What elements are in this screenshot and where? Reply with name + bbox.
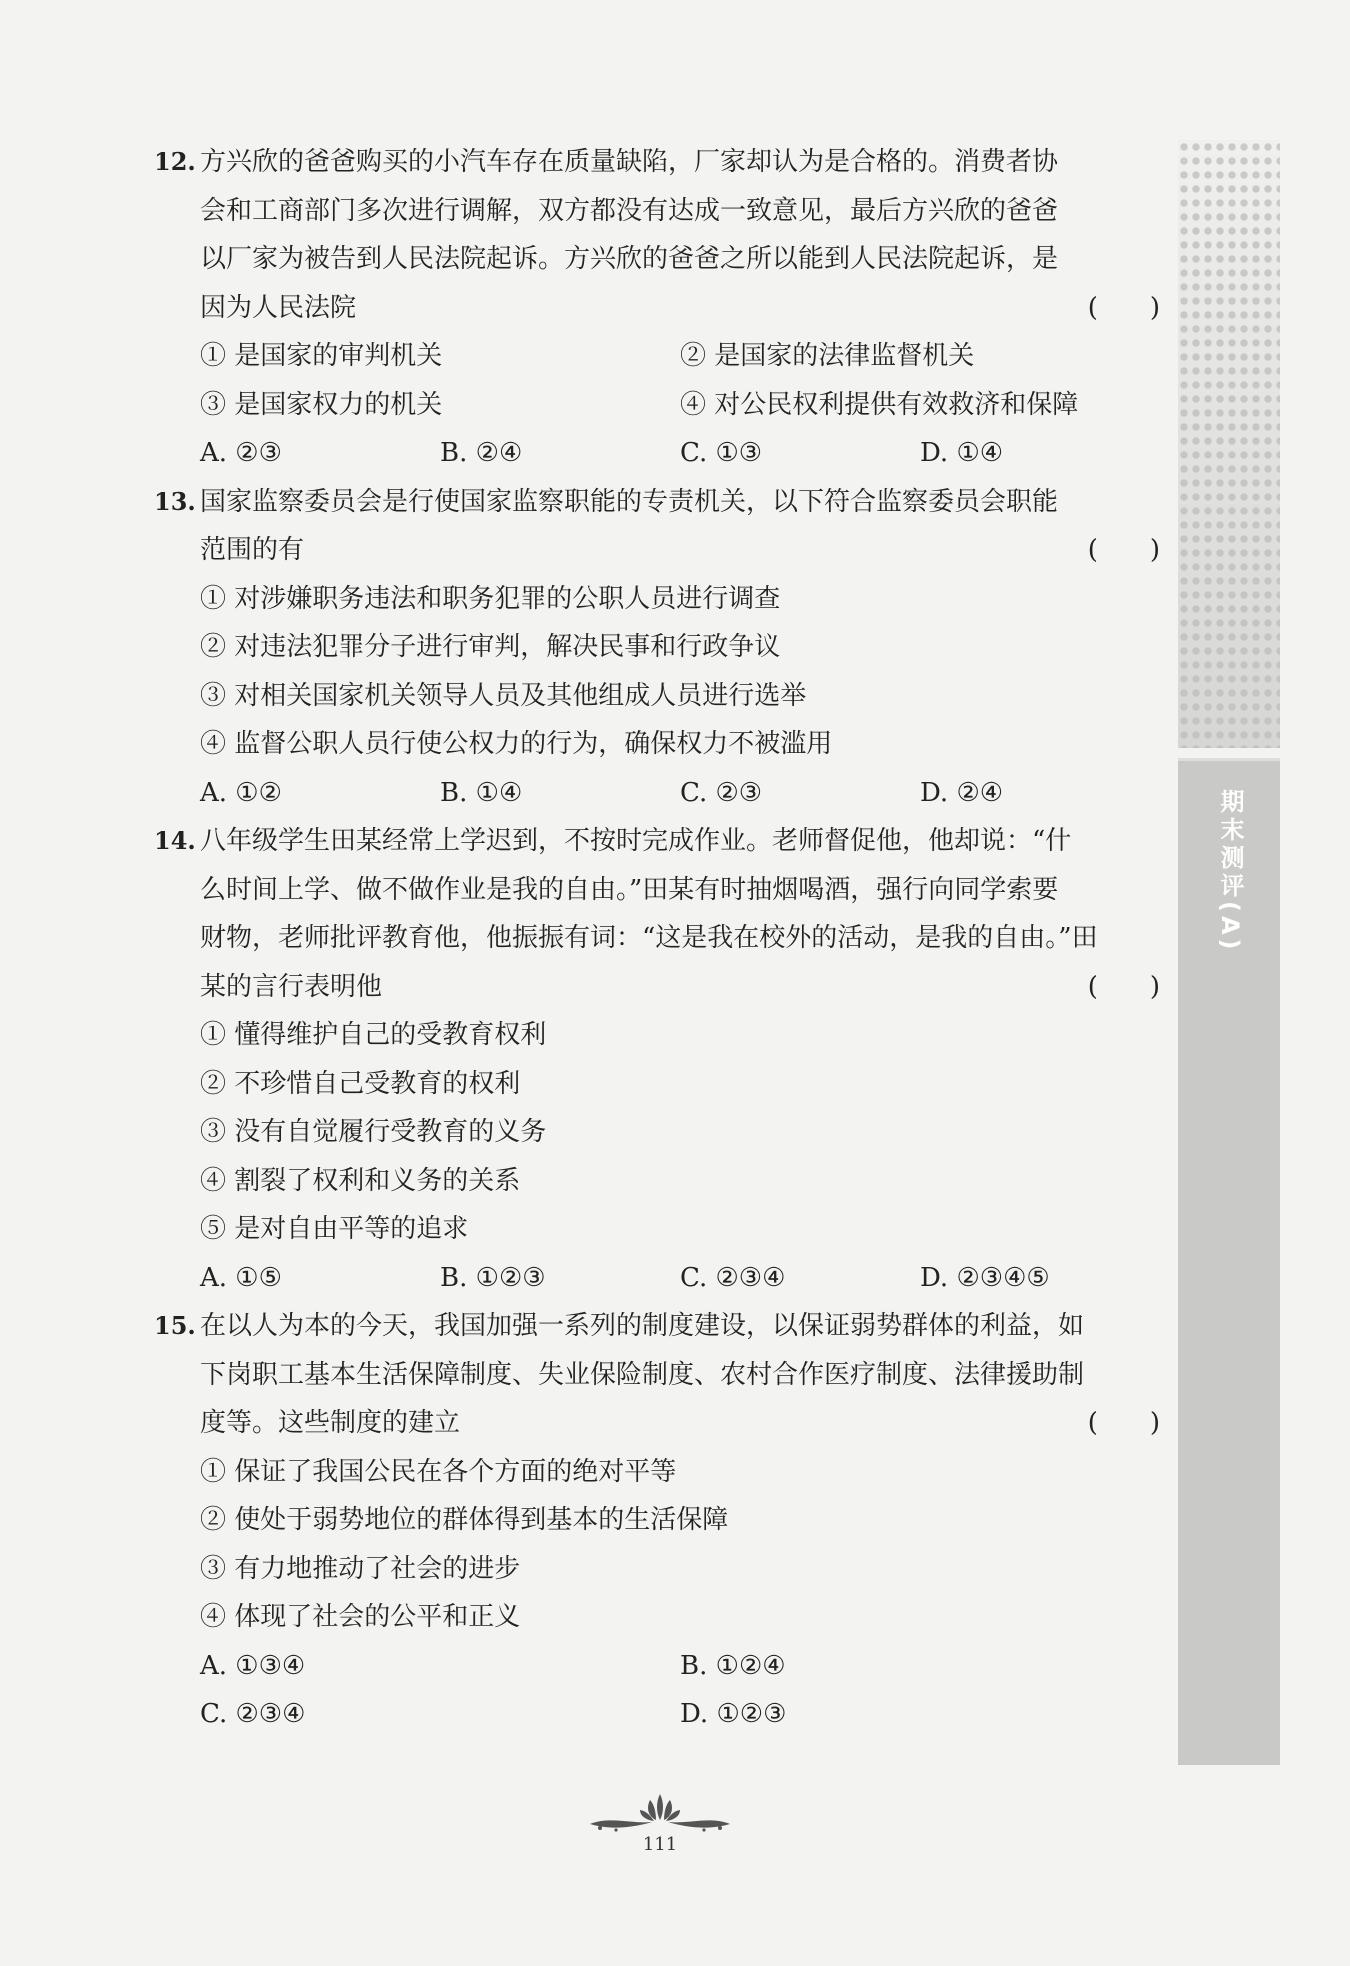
statement-option: ③ 对相关国家机关领导人员及其他组成人员进行选举: [200, 680, 807, 711]
choice-d: D. ①④: [920, 438, 1004, 468]
statement-option: ② 不珍惜自己受教育的权利: [200, 1068, 521, 1099]
choice-d: D. ②③④⑤: [920, 1262, 1050, 1293]
choice-b: B. ①②③: [440, 1262, 546, 1293]
question-15: [154, 1302, 1160, 1739]
choice-c: C. ②③④: [200, 1699, 306, 1729]
answer-choices: [200, 429, 1160, 478]
choice-a: A. ①③④: [200, 1650, 306, 1681]
statement-option: ③ 有力地推动了社会的进步: [200, 1553, 521, 1584]
statement-option: ④ 割裂了权利和义务的关系: [200, 1165, 521, 1196]
question-number: 14.: [154, 826, 196, 855]
choice-a: A. ①⑤: [200, 1262, 282, 1293]
choice-b: B. ①④: [440, 777, 523, 808]
question-stem-line: 么时间上学、做不做作业是我的自由。”田某有时抽烟喝酒，强行向同学索要: [200, 874, 1059, 905]
question-13: [154, 478, 1160, 818]
statement-option: ④ 对公民权利提供有效救济和保障: [680, 389, 1079, 420]
choice-d: D. ②④: [920, 777, 1004, 808]
question-stem-line: 因为人民法院: [200, 292, 357, 323]
statement-option: ③ 没有自觉履行受教育的义务: [200, 1117, 547, 1147]
statement-option: ① 是国家的审判机关: [200, 341, 443, 371]
question-number: 13.: [154, 486, 196, 516]
question-12: [154, 138, 1160, 478]
answer-parentheses: ( ): [1087, 292, 1160, 323]
statement-option: ① 懂得维护自己的受教育权利: [200, 1020, 547, 1050]
question-stem-line: 会和工商部门多次进行调解，双方都没有达成一致意见，最后方兴欣的爸爸: [200, 195, 1059, 226]
question-stem-line: 方兴欣的爸爸购买的小汽车存在质量缺陷，厂家却认为是合格的。消费者协: [200, 147, 1059, 177]
question-stem-line: 某的言行表明他: [200, 971, 383, 1002]
question-stem-line: 财物，老师批评教育他，他振振有词：“这是我在校外的活动，是我的自由。”田: [200, 923, 1098, 953]
choice-c: C. ②③: [680, 777, 763, 808]
choice-a: A. ①②: [200, 777, 282, 808]
leaf-ornament-icon: [580, 1790, 740, 1834]
section-side-tab: [1178, 140, 1280, 1762]
question-stem-line: 在以人为本的今天，我国加强一系列的制度建设，以保证弱势群体的利益，如: [200, 1311, 1085, 1341]
answer-parentheses: ( ): [1087, 1408, 1160, 1438]
question-number: 12.: [154, 147, 196, 176]
question-stem-line: 国家监察委员会是行使国家监察职能的专责机关，以下符合监察委员会职能: [200, 486, 1059, 517]
statement-option: ② 使处于弱势地位的群体得到基本的生活保障: [200, 1505, 729, 1535]
answer-choices: [200, 769, 1160, 818]
question-14: [154, 817, 1160, 1302]
answer-choices: [200, 1254, 1160, 1303]
choice-d: D. ①②③: [680, 1699, 787, 1729]
statement-option: ④ 监督公职人员行使公权力的行为，确保权力不被滥用: [200, 729, 833, 759]
answer-choices: [200, 1642, 1160, 1691]
choice-b: B. ①②④: [680, 1650, 786, 1681]
statement-option: ② 是国家的法律监督机关: [680, 341, 975, 371]
choice-c: C. ②③④: [680, 1262, 786, 1293]
choice-a: A. ②③: [200, 438, 282, 468]
questions-area: [154, 138, 1160, 1739]
statement-option: ③ 是国家权力的机关: [200, 389, 443, 420]
question-stem-line: 度等。这些制度的建立: [200, 1408, 461, 1438]
statement-option: ① 保证了我国公民在各个方面的绝对平等: [200, 1456, 677, 1487]
statement-option: ④ 体现了社会的公平和正义: [200, 1602, 521, 1632]
question-stem-line: 八年级学生田某经常上学迟到，不按时完成作业。老师督促他，他却说：“什: [200, 826, 1072, 856]
question-stem-line: 以厂家为被告到人民法院起诉。方兴欣的爸爸之所以能到人民法院起诉，是: [200, 244, 1059, 274]
decorative-dot-pattern: [1178, 140, 1280, 748]
answer-parentheses: ( ): [1087, 971, 1160, 1002]
question-stem-line: 下岗职工基本生活保障制度、失业保险制度、农村合作医疗制度、法律援助制: [200, 1359, 1085, 1390]
statement-option: ① 对涉嫌职务违法和职务犯罪的公职人员进行调查: [200, 583, 781, 614]
section-label: 期末测评(A): [1216, 789, 1244, 954]
page-footer: [560, 1790, 760, 1855]
page-number: 111: [642, 1834, 678, 1855]
choice-b: B. ②④: [440, 438, 523, 468]
choice-c: C. ①③: [680, 438, 763, 468]
statement-option: ② 对违法犯罪分子进行审判，解决民事和行政争议: [200, 632, 781, 662]
question-stem-line: 范围的有: [200, 535, 305, 565]
side-tab-panel: [1178, 758, 1280, 1765]
answer-parentheses: ( ): [1087, 535, 1160, 565]
statement-option: ⑤ 是对自由平等的追求: [200, 1214, 469, 1244]
question-number: 15.: [154, 1311, 196, 1340]
